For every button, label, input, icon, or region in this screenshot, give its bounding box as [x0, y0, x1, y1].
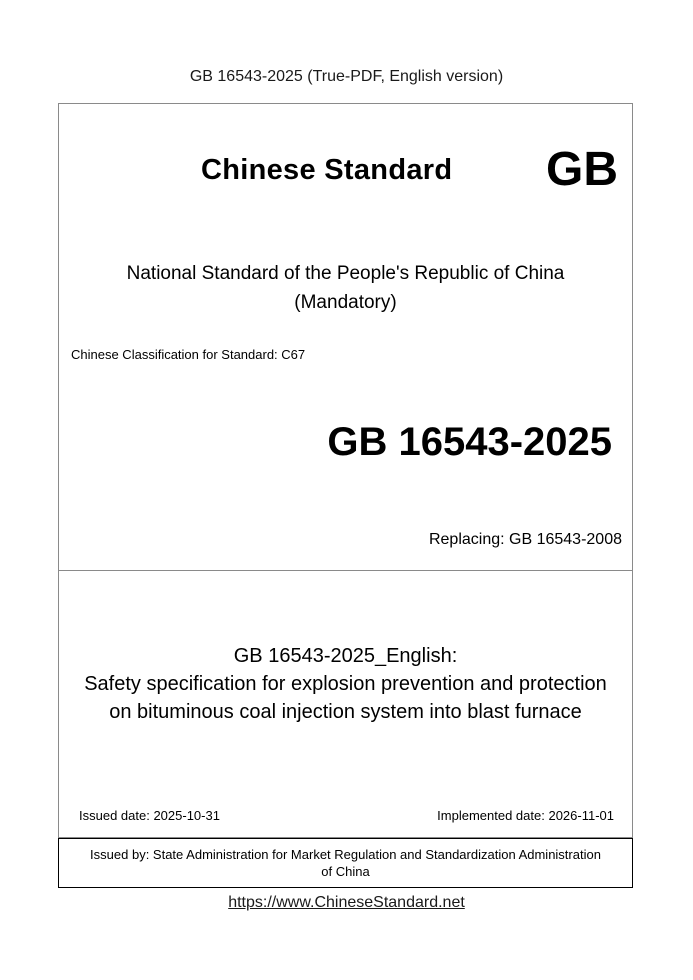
issued-by-line: of China	[321, 864, 370, 879]
website-link[interactable]: https://www.ChineseStandard.net	[228, 894, 465, 911]
mandatory-label: (Mandatory)	[294, 292, 397, 313]
english-title	[59, 642, 632, 726]
national-standard-line: National Standard of the People's Republic of China	[126, 263, 565, 284]
issued-by-box	[58, 838, 633, 888]
english-title-line: on bituminous coal injection system into blast furnace	[109, 701, 582, 723]
standard-code: GB	[546, 143, 618, 196]
document-header: GB 16543-2025 (True-PDF, English version)	[189, 68, 504, 85]
english-title-line: Safety specification for explosion prevention and protection	[84, 673, 607, 695]
issued-date: Issued date: 2025-10-31	[79, 808, 220, 823]
national-standard-heading	[59, 259, 632, 317]
standard-label: Chinese Standard	[201, 154, 453, 186]
classification-text: Chinese Classification for Standard: C67	[71, 347, 306, 362]
replacing-text: Replacing: GB 16543-2008	[428, 531, 622, 548]
cover-frame	[58, 103, 633, 838]
section-divider	[59, 570, 632, 571]
implemented-date: Implemented date: 2026-11-01	[437, 808, 614, 823]
english-title-line: GB 16543-2025_English:	[233, 645, 458, 667]
standard-number: GB 16543-2025	[327, 420, 612, 464]
issued-by-line: Issued by: State Administration for Market Regulation and Standardization Administration	[90, 847, 601, 862]
